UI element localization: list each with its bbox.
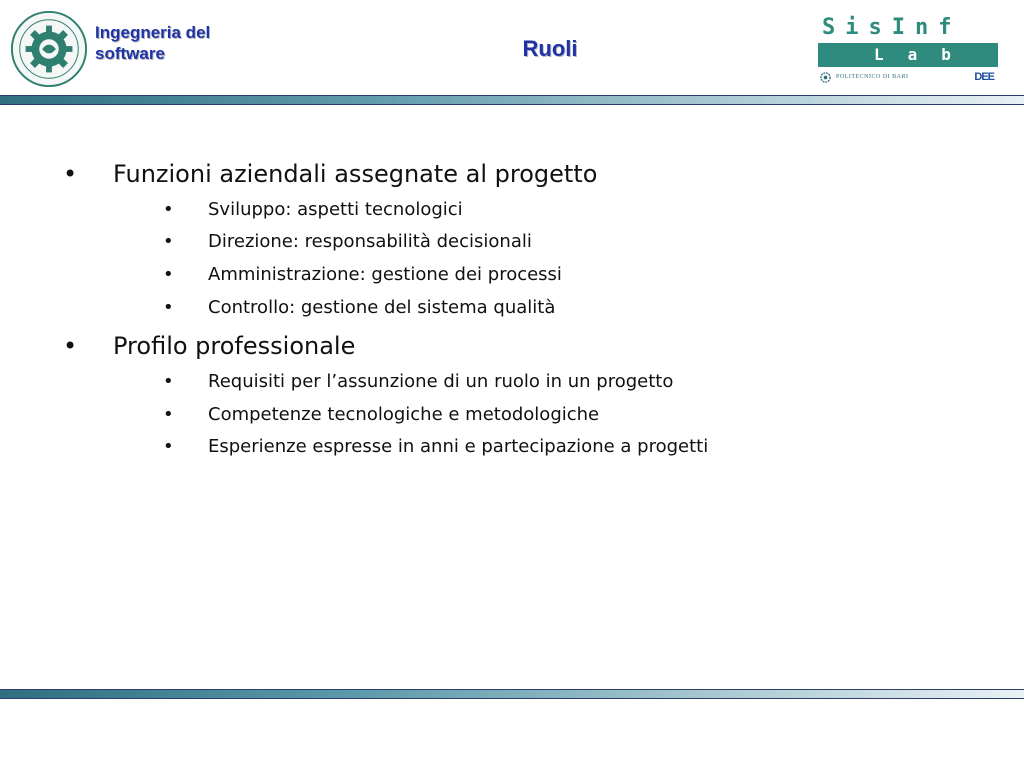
sisinf-lab-logo [818, 14, 998, 86]
logo-department: DEE [974, 71, 994, 83]
bullet-marker: • [63, 332, 78, 360]
bullet-text: Direzione: responsabilità decisionali [208, 231, 532, 252]
bullet-text: Funzioni aziendali assegnate al progetto [113, 160, 598, 188]
logo-institution-name: POLITECNICO DI BARI [836, 74, 909, 80]
bullet-text: Requisiti per l’assunzione di un ruolo in un progetto [208, 371, 674, 392]
header-divider [0, 95, 1024, 105]
bullet-item-level1 [63, 332, 355, 360]
bullet-marker: • [163, 404, 174, 425]
footer-divider [0, 689, 1024, 699]
bullet-item-level2 [163, 264, 562, 286]
logo-lab-bar: Lab [818, 43, 998, 67]
bullet-text: Controllo: gestione del sistema qualità [208, 297, 556, 318]
bullet-item-level2 [163, 404, 599, 426]
bullet-marker: • [163, 436, 174, 457]
course-title: Ingegneria del software [95, 23, 211, 63]
bullet-text: Esperienze espresse in anni e partecipazione a progetti [208, 436, 709, 457]
bullet-marker: • [163, 297, 174, 318]
bullet-item-level1 [63, 160, 597, 188]
bullet-text: Amministrazione: gestione dei processi [208, 264, 562, 285]
bullet-item-level2 [163, 297, 555, 319]
bullet-text: Sviluppo: aspetti tecnologici [208, 199, 463, 220]
logo-sisinf-text: SisInf [822, 15, 962, 40]
gear-icon [820, 72, 831, 83]
bullet-item-level2 [163, 371, 673, 393]
bullet-text: Profilo professionale [113, 332, 356, 360]
bullet-marker: • [163, 264, 174, 285]
bullet-marker: • [163, 199, 174, 220]
bullet-marker: • [63, 160, 78, 188]
bullet-text: Competenze tecnologiche e metodologiche [208, 404, 600, 425]
bullet-marker: • [163, 231, 174, 252]
bullet-item-level2 [163, 436, 708, 458]
slide-title: Ruoli [522, 36, 578, 61]
bullet-item-level2 [163, 199, 463, 221]
logo-institution-row [818, 70, 998, 86]
bullet-item-level2 [163, 231, 532, 253]
bullet-marker: • [163, 371, 174, 392]
